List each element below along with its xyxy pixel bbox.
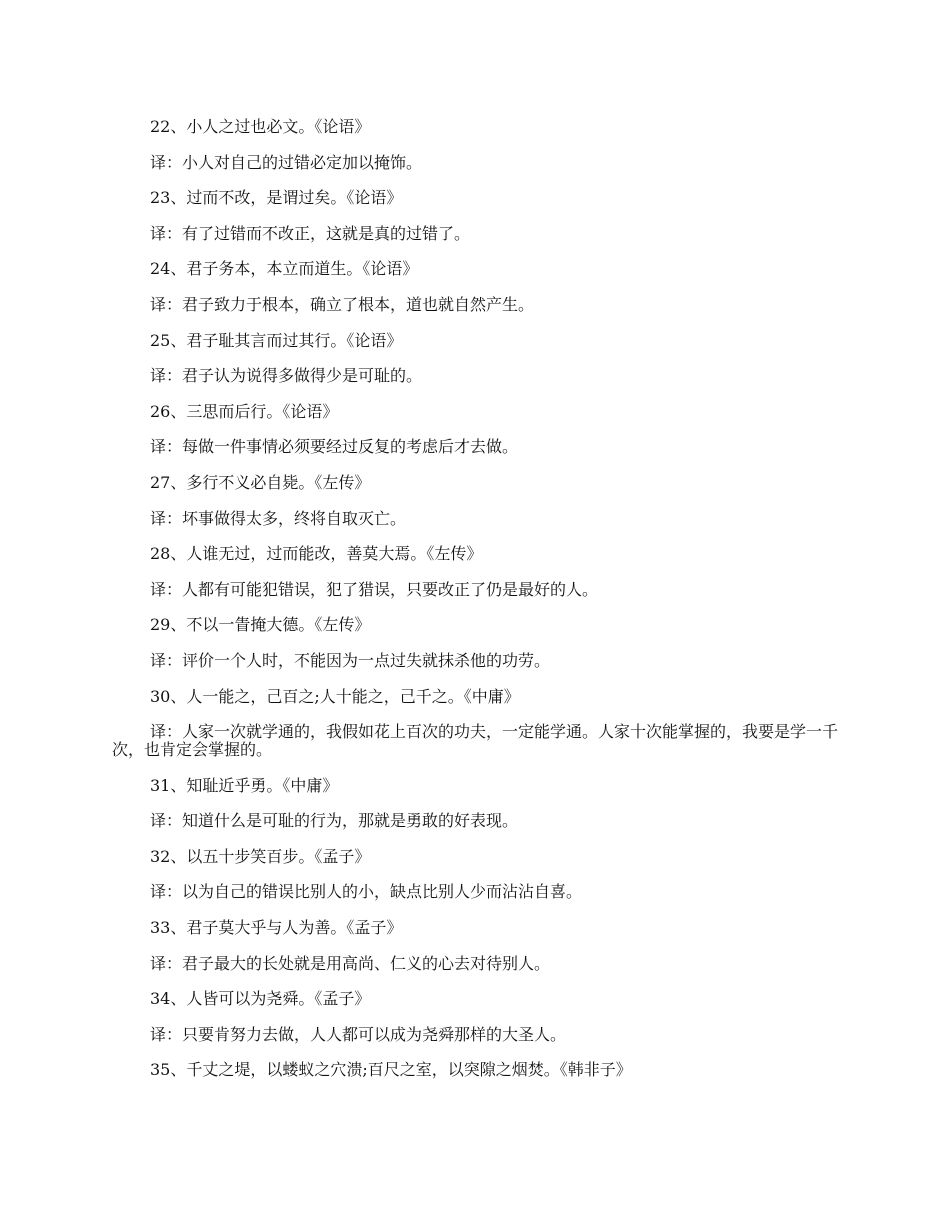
- quote-25: 25、君子耻其言而过其行。《论语》: [150, 330, 403, 350]
- quote-28: 28、人谁无过，过而能改，善莫大焉。《左传》: [150, 544, 483, 564]
- quote-29: 29、不以一眚掩大德。《左传》: [150, 615, 371, 635]
- quote-31: 31、知耻近乎勇。《中庸》: [150, 775, 339, 795]
- quote-22: 22、小人之过也必文。《论语》: [150, 117, 371, 136]
- quote-32: 32、以五十步笑百步。《孟子》: [150, 846, 371, 866]
- document-body: [112, 110, 842, 1089]
- quote-35: 35、千丈之堤，以蝼蚁之穴溃;百尺之室，以突隙之烟焚。《韩非子》: [150, 1060, 632, 1080]
- quote-30: 30、人一能之，己百之;人十能之，己千之。《中庸》: [150, 686, 520, 706]
- translation-32: 译：以为自己的错误比别人的小，缺点比别人少而沾沾自喜。: [150, 882, 583, 902]
- translation-28: 译：人都有可能犯错误，犯了猎误，只要改正了仍是最好的人。: [150, 579, 599, 599]
- translation-31: 译：知道什么是可耻的行为，那就是勇敢的好表现。: [150, 811, 519, 831]
- quote-27: 27、多行不义必自毙。《左传》: [150, 472, 371, 492]
- translation-30: 译：人家一次就学通的，我假如花上百次的功夫，一定能学通。人家十次能掌握的，我要是学一千次，也肯定会掌握的。: [112, 722, 839, 760]
- translation-33: 译：君子最大的长处就是用高尚、仁义的心去对待别人。: [150, 953, 551, 973]
- translation-29: 译：评价一个人时，不能因为一点过失就抹杀他的功劳。: [150, 650, 551, 670]
- translation-25: 译：君子认为说得多做得少是可耻的。: [150, 366, 423, 386]
- quote-33: 33、君子莫大乎与人为善。《孟子》: [150, 918, 403, 938]
- quote-23: 23、过而不改，是谓过矣。《论语》: [150, 188, 403, 208]
- translation-24: 译：君子致力于根本，确立了根本，道也就自然产生。: [150, 294, 535, 314]
- translation-22: 译：小人对自己的过错必定加以掩饰。: [150, 152, 423, 172]
- quote-34: 34、人皆可以为尧舜。《孟子》: [150, 989, 371, 1009]
- translation-26: 译：每做一件事情必须要经过反复的考虑后才去做。: [150, 437, 519, 457]
- quote-24: 24、君子务本，本立而道生。《论语》: [150, 259, 419, 279]
- translation-34: 译：只要肯努力去做，人人都可以成为尧舜那样的大圣人。: [150, 1024, 567, 1044]
- translation-23: 译：有了过错而不改正，这就是真的过错了。: [150, 223, 471, 243]
- translation-27: 译：坏事做得太多，终将自取灭亡。: [150, 508, 407, 528]
- quote-26: 26、三思而后行。《论语》: [150, 401, 339, 421]
